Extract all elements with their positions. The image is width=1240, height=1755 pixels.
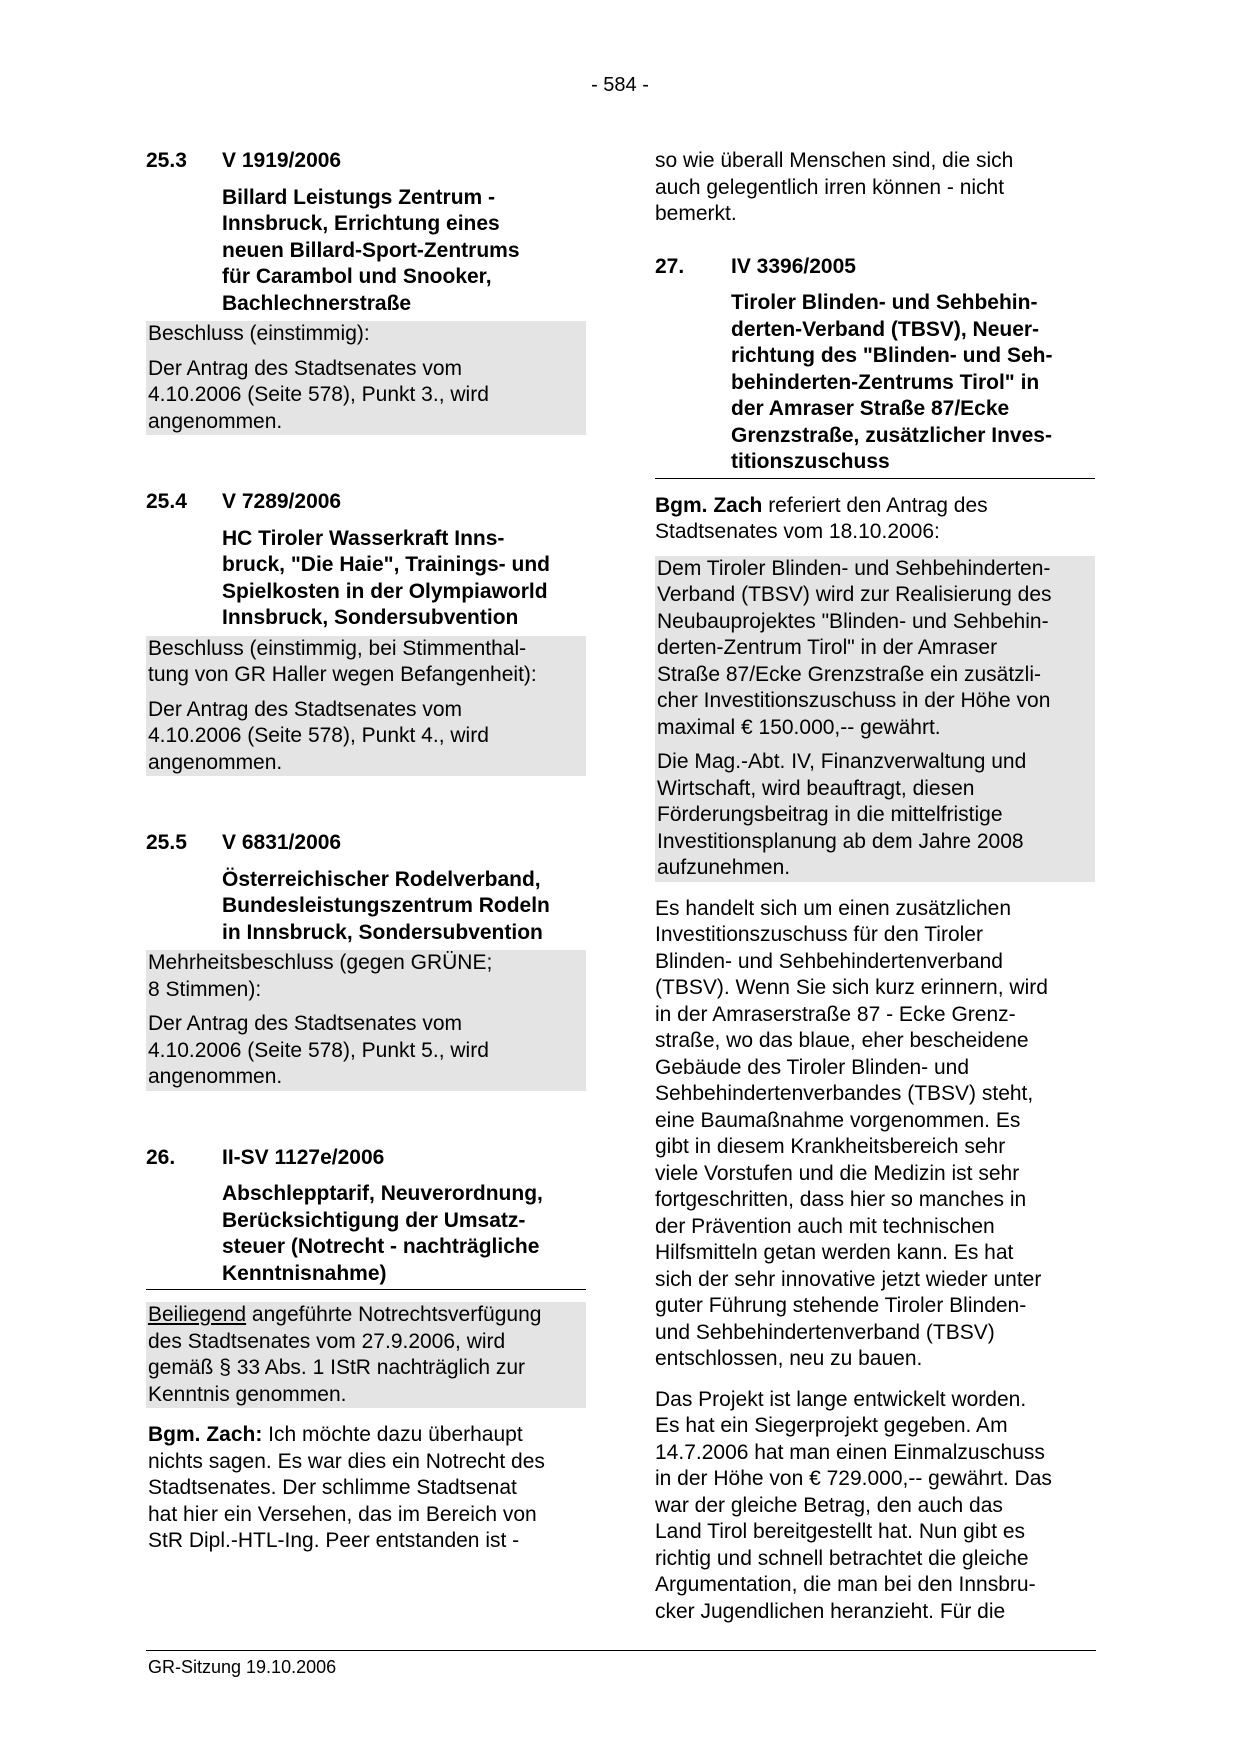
motion-text: Der Antrag des Stadtsenates vom 4.10.2006 (Seite 578), Punkt 3., wird angenommen. xyxy=(148,356,489,433)
speaker-name: Bgm. Zach xyxy=(655,493,763,517)
resolution-box-25-5 xyxy=(146,950,586,1091)
right-column xyxy=(655,148,1095,1625)
section-divider xyxy=(146,1289,586,1290)
title-line: der Amraser Straße 87/Ecke xyxy=(731,397,1010,420)
section-title-26 xyxy=(222,1181,586,1287)
notice-text: Beiliegend angeführte Notrechtsverfügung des Stadtsenates vom 27.9.2006, wird gemäß § 33 Abs. 1 IStR nachträglich zur Kenntnis genommen. xyxy=(148,1303,542,1406)
notice-box-26 xyxy=(146,1302,586,1408)
title-line: Innsbruck, Sondersubvention xyxy=(222,606,519,629)
speaker-name: Bgm. Zach: xyxy=(148,1423,263,1446)
body-paragraph: Das Projekt ist lange entwickelt worden. Es hat ein Siegerprojekt gegeben. Am 14.7.2006 hat man einen Einmalzuschuss in der Höhe von € 729.000,-- gewährt. Das war der gleiche Betrag, den auch das Land Tirol bereitgestellt hat. Nun gibt es richtig und schnell betrachtet die gleiche Argumentation, die man bei den Innsbru- cker Jugendlichen heranzieht. Für die xyxy=(655,1387,1052,1623)
section-header-26 xyxy=(146,1145,586,1172)
title-line: derten-Verband (TBSV), Neuer- xyxy=(731,317,1040,341)
section-number: 26. xyxy=(146,1145,176,1169)
title-line: steuer (Notrecht - nachträgliche xyxy=(222,1235,540,1258)
title-line: HC Tiroler Wasserkraft Inns- xyxy=(222,526,505,550)
resolution-label: Mehrheitsbeschluss (gegen GRÜNE; 8 Stimmen): xyxy=(148,951,493,1001)
title-line: in Innsbruck, Sondersubvention xyxy=(222,920,543,944)
left-column xyxy=(146,148,586,1555)
motion-text: Der Antrag des Stadtsenates vom 4.10.2006 (Seite 578), Punkt 4., wird angenommen. xyxy=(148,697,489,774)
footer-divider xyxy=(146,1650,1096,1651)
resolution-box-25-4 xyxy=(146,636,586,777)
section-reference: IV 3396/2005 xyxy=(731,254,856,278)
title-line: neuen Billard-Sport-Zentrums xyxy=(222,238,520,262)
section-reference: V 1919/2006 xyxy=(222,149,342,172)
motion-text: Der Antrag des Stadtsenates vom 4.10.2006 (Seite 578), Punkt 5., wird angenommen. xyxy=(148,1012,489,1088)
title-line: Abschlepptarif, Neuverordnung, xyxy=(222,1182,543,1205)
title-line: Tiroler Blinden- und Sehbehin- xyxy=(731,291,1038,314)
resolution-label: Beschluss (einstimmig): xyxy=(148,322,370,345)
section-title-25-4 xyxy=(222,526,586,632)
section-header-25-3 xyxy=(146,148,586,175)
section-number: 27. xyxy=(655,254,685,278)
speech-paragraph: Bgm. Zach: Ich möchte dazu überhaupt nichts sagen. Es war dies ein Notrecht des Stadtsenates. Der schlimme Stadtsenat hat hier ein Versehen, das im Bereich von StR Dipl.-HTL-Ing. Peer entstanden ist - xyxy=(148,1423,545,1552)
title-line: behinderten-Zentrums Tirol" in xyxy=(731,370,1040,394)
intro-paragraph: Bgm. Zach referiert den Antrag des Stadtsenates vom 18.10.2006: xyxy=(655,493,988,543)
title-line: Spielkosten in der Olympiaworld xyxy=(222,579,548,603)
section-header-27 xyxy=(655,254,1095,281)
footer-text: GR-Sitzung 19.10.2006 xyxy=(148,1657,337,1677)
section-number: 25.3 xyxy=(146,149,187,172)
section-title-25-5 xyxy=(222,867,586,947)
section-reference: V 6831/2006 xyxy=(222,831,342,854)
title-line: Bundesleistungszentrum Rodeln xyxy=(222,894,550,917)
title-line: richtung des "Blinden- und Seh- xyxy=(731,344,1053,367)
title-line: Kenntnisnahme) xyxy=(222,1261,387,1285)
title-line: Bachlechnerstraße xyxy=(222,291,412,315)
title-line: Berücksichtigung der Umsatz- xyxy=(222,1208,526,1232)
section-title-27 xyxy=(731,290,1095,476)
continued-text: so wie überall Menschen sind, die sich auch gelegentlich irren können - nicht bemerkt. xyxy=(655,149,1014,225)
section-reference: II-SV 1127e/2006 xyxy=(222,1145,385,1169)
section-header-25-4 xyxy=(146,489,586,516)
title-line: Österreichischer Rodelverband, xyxy=(222,867,541,891)
motion-text: Dem Tiroler Blinden- und Sehbehinderten- Verband (TBSV) wird zur Realisierung des Neubauprojektes "Blinden- und Sehbehin- derten-Zentrum Tirol" in der Amraser Straße 87/Ecke Grenzstraße ein zusätzli- cher Investitionszuschuss in der Höhe von maximal € 150.000,-- gewährt. xyxy=(657,556,1052,739)
title-line: Grenzstraße, zusätzlicher Inves- xyxy=(731,423,1052,447)
body-paragraph: Es handelt sich um einen zusätzlichen Investitionszuschuss für den Tiroler Blinden- und Sehbehindertenverband (TBSV). Wenn Sie sich kurz erinnern, wird in der Amraserstraße 87 - Ecke Grenz- straße, wo das blaue, eher bescheidene Gebäude des Tiroler Blinden- und Sehbehindertenverbandes (TBSV) steht, eine Baumaßnahme vorgenommen. Es gibt in diesem Krankheitsbereich sehr viele Vorstufen und die Medizin ist sehr fortgeschritten, dass hier so manches in der Prävention auch mit technischen Hilfsmitteln getan werden kann. Es hat sich der sehr innovative jetzt wieder unter guter Führung stehende Tiroler Blinden- und Sehbehindertenverband (TBSV) entschlossen, neu zu bauen. xyxy=(655,896,1048,1370)
motion-box-27 xyxy=(655,556,1095,882)
section-title-25-3 xyxy=(222,185,586,318)
title-line: Billard Leistungs Zentrum - xyxy=(222,185,496,209)
notice-underlined: Beiliegend xyxy=(148,1303,247,1326)
resolution-label: Beschluss (einstimmig, bei Stimmenthal- tung von GR Haller wegen Befangenheit): xyxy=(148,636,537,686)
resolution-box-25-3 xyxy=(146,321,586,435)
section-reference: V 7289/2006 xyxy=(222,490,342,513)
section-header-25-5 xyxy=(146,830,586,857)
title-line: für Carambol und Snooker, xyxy=(222,265,492,288)
motion-text: Die Mag.-Abt. IV, Finanzverwaltung und Wirtschaft, wird beauftragt, diesen Förderungsbeitrag in die mittelfristige Investitionsplanung ab dem Jahre 2008 aufzunehmen. xyxy=(657,750,1027,879)
section-number: 25.4 xyxy=(146,490,187,513)
page-number: - 584 - xyxy=(591,74,649,96)
section-number: 25.5 xyxy=(146,831,187,854)
title-line: titionszuschuss xyxy=(731,450,890,473)
title-line: Innsbruck, Errichtung eines xyxy=(222,212,500,235)
title-line: bruck, "Die Haie", Trainings- und xyxy=(222,553,550,576)
